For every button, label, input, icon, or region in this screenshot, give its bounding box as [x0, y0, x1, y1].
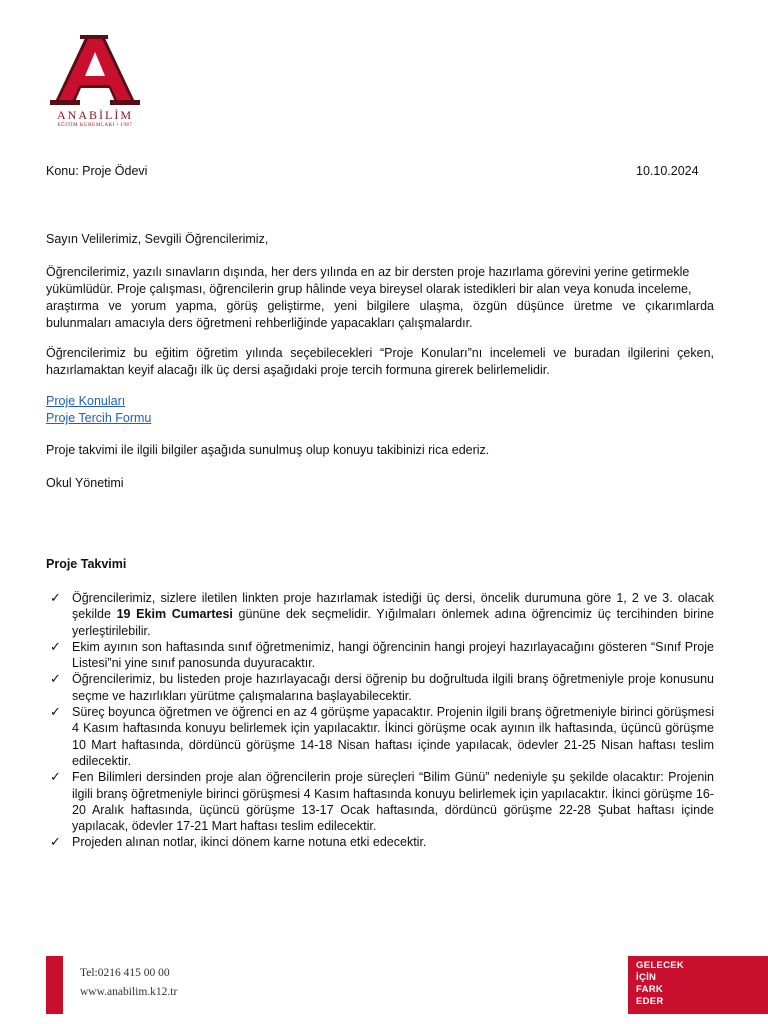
schedule-item-text: Fen Bilimleri dersinden proje alan öğrencilerin proje süreçleri “Bilim Günü” nedeniyle şu şekilde olacaktır: Projenin ilgili branş öğretmeniyle birinci görüşmesi 4 Kasım haftasında konuyu belirlemek için yapılacaktır. İkinci görüşme 16-20 Aralık haftasında, üçüncü görüşme 13-17 Ocak haftasında, dördüncü görüşme 22-28 Şubat haftası içinde yapılacak, ödevler 17-21 Mart haftası teslim edilecektir. — [72, 770, 714, 834]
schedule-item — [50, 671, 714, 704]
project-preference-form-link[interactable]: Proje Tercih Formu — [46, 411, 152, 425]
topics-line-1: Öğrencilerimiz bu eğitim öğretim yılında seçebilecekleri “Proje Konuları”nı incelemeli ve buradan ilgilerini çeken, — [46, 346, 714, 360]
schedule-item-text: Öğrencilerimiz, bu listeden proje hazırlayacağı dersi öğrenip bu doğrultuda ilgili branş öğretmeniyle proje konusunu seçme ve hazırlıkları yürütme çalışmalarına başlayabilecektir. — [72, 672, 714, 703]
checkmark-icon: ✓ — [50, 704, 61, 720]
footer-phone: Tel:0216 415 00 00 — [80, 967, 170, 979]
topics-line-2: hazırlamaktan keyif alacağı ilk üç dersi aşağıdaki proje tercih formuna girerek belirlemelidir. — [46, 363, 550, 377]
intro-line-3: araştırma ve yorum yapma, görüş geliştirme, yeni bilgilere ulaşma, özgün düşünce üretme ve çıkarımlarda — [46, 299, 714, 313]
footer-accent-bar — [46, 956, 63, 1014]
intro-line-1: Öğrencilerimiz, yazılı sınavların dışında, her ders yılında en az bir dersten proje hazırlama görevini yerine getirmekle — [46, 265, 690, 279]
anabilim-logo — [46, 34, 144, 132]
slogan-line-2: İÇİN — [636, 972, 657, 983]
slogan-line-4: EDER — [636, 996, 664, 1007]
schedule-item — [50, 769, 714, 834]
slogan-line-1: GELECEK — [636, 960, 685, 971]
intro-line-2: yükümlüdür. Proje çalışması, öğrencilerin grup hâlinde veya bireysel olarak istedikleri bir alan veya konuda inceleme, — [46, 282, 692, 296]
schedule-deadline: 19 Ekim Cumartesi — [116, 607, 233, 622]
intro-paragraph — [46, 264, 714, 332]
checkmark-icon: ✓ — [50, 769, 61, 785]
footer-website: www.anabilim.k12.tr — [80, 986, 178, 998]
schedule-item-text: Ekim ayının son haftasında sınıf öğretmenimiz, hangi öğrencinin hangi projeyi hazırlayacağını gösteren “Sınıf Proje Listesi”ni yine sınıf panosunda duyuracaktır. — [72, 639, 714, 671]
subject-line: Konu: Proje Ödevi — [46, 164, 148, 178]
signature: Okul Yönetimi — [46, 476, 124, 490]
logo-a-mark — [46, 34, 144, 108]
checkmark-icon: ✓ — [50, 590, 61, 605]
schedule-list — [50, 590, 714, 851]
intro-line-4: bulunmaları amacıyla ders öğretmeni rehberliğinde yapacakları çalışmalardır. — [46, 316, 473, 330]
schedule-item — [50, 590, 714, 639]
calendar-note: Proje takvimi ile ilgili bilgiler aşağıda sunulmuş olup konuyu takibinizi rica ederiz. — [46, 443, 490, 457]
logo-subtitle: EĞİTİM KURUMLARI • 1987 — [57, 123, 133, 128]
slogan-badge — [628, 956, 768, 1014]
topics-paragraph — [46, 345, 714, 379]
checkmark-icon: ✓ — [50, 834, 61, 850]
letter-date: 10.10.2024 — [636, 164, 699, 178]
schedule-item-text: Süreç boyunca öğretmen ve öğrenci en az 4 görüşme yapacaktır. Projenin ilgili branş öğretmeniyle birinci görüşmesi 4 Kasım haftasında konuyu belirlemek için yapılacaktır. İkinci görüşme ocak ayının ilk haftasında, üçüncü görüşme 10 Mart haftasında, dördüncü görüşme 14-18 Nisan haftası içinde yapılacak, ödevler 21-25 Nisan haftası teslim edilecektir. — [72, 705, 714, 768]
schedule-item — [50, 834, 714, 850]
schedule-item-text-before: Öğrencilerimiz, sizlere iletilen linkten proje hazırlamak istediği üç dersi, öncelik durumuna göre 1, 2 ve 3. olacak şekilde — [72, 591, 714, 622]
project-topics-link[interactable]: Proje Konuları — [46, 394, 126, 408]
logo-name: ANABİLİM — [57, 108, 133, 122]
checkmark-icon: ✓ — [50, 671, 61, 687]
schedule-title: Proje Takvimi — [46, 557, 127, 571]
slogan-text — [636, 960, 684, 1008]
slogan-line-3: FARK — [636, 984, 664, 995]
schedule-item-text-after: gününe dek seçmelidir. Yığılmaları önlemek adına öğrencimiz üç tercihinden birine yerleştirilebilir. — [72, 607, 714, 638]
greeting: Sayın Velilerimiz, Sevgili Öğrencilerimiz, — [46, 232, 269, 246]
schedule-item — [50, 704, 714, 769]
checkmark-icon: ✓ — [50, 638, 61, 654]
schedule-item — [50, 638, 714, 672]
schedule-item-text: Projeden alınan notlar, ikinci dönem karne notuna etki edecektir. — [72, 835, 427, 850]
